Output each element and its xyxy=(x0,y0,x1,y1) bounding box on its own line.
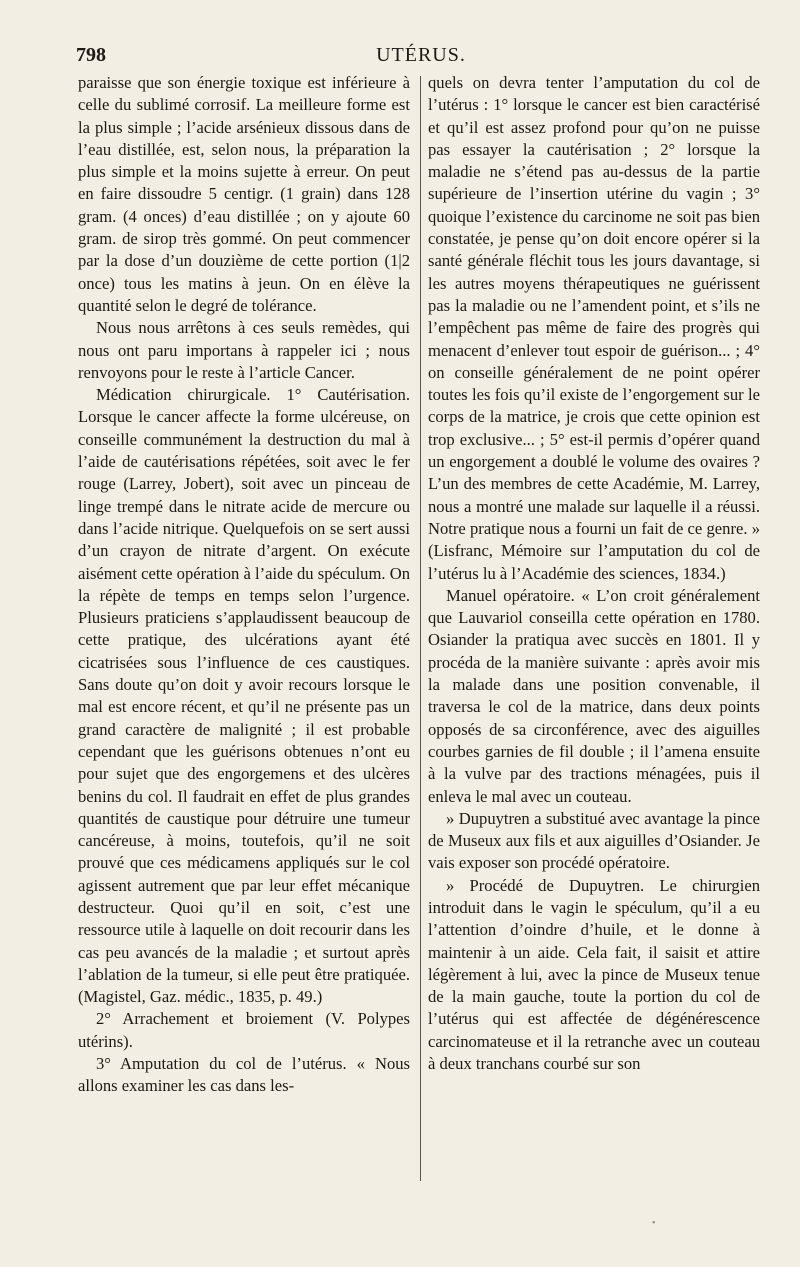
paragraph: 3° Amputation du col de l’utérus. « Nous allons examiner les cas dans les- xyxy=(78,1054,410,1096)
paragraph: » Dupuytren a substitué avec avantage la pince de Museux aux fils et aux aiguilles d’Osiander. Je vais exposer son procédé opératoire. xyxy=(428,808,760,873)
column-divider xyxy=(420,76,421,1181)
page-header xyxy=(76,44,766,72)
right-column xyxy=(428,72,760,1075)
left-column xyxy=(78,72,410,1098)
paragraph: paraisse que son énergie toxique est inférieure à celle du sublimé corrosif. La meilleure forme est la plus simple ; l’acide arsénieux dissous dans de l’eau distillée, est, selon nous, la préparation la plus simple et la moins sujette à erreur. On peut en faire dissoudre 5 centigr. (1 grain) dans 128 gram. (4 onces) d’eau distillée ; on y ajoute 60 gram. de sirop très gommé. On peut commencer par la dose d’un douzième de cette portion (1|2 once) tous les matins à jeun. On en élève la quantité selon le degré de tolérance. xyxy=(78,73,410,315)
paragraph: Médication chirurgicale. 1° Cautérisation. Lorsque le cancer affecte la forme ulcéreuse, on conseille communément la destruction du mal à l’aide de cautérisations répétées, soit avec le fer rouge (Larrey, Jobert), soit avec un pinceau de linge trempé dans le nitrate acide de mercure ou dans l’acide nitrique. Quelquefois on se sert aussi d’un crayon de nitrate d’argent. On exécute aisément cette opération à l’aide du spéculum. On la répète de temps en temps selon l’urgence. Plusieurs praticiens s’applaudissent beaucoup de cette pratique, des ulcérations ayant été cicatrisées sous l’influence de ces caustiques. Sans doute qu’on doit y avoir recours lorsque le mal est encore récent, et qu’il ne présente pas un grand caractère de malignité ; il est probable cependant que les guérisons obtenues n’ont eu pour sujet que des engorgemens et des ulcères benins du col. Il faudrait en effet de plus grandes quantités de caustique pour détruire une tumeur cancéreuse, à moins, toutefois, qu’il ne soit prouvé que ces médicamens appliqués sur le col agissent autrement que par leur effet mécanique destructeur. Quoi qu’il en soit, c’est une ressource utile à laquelle on doit recourir dans les cas peu avancés de la maladie ; et surtout après l’ablation de la tumeur, si elle peut être pratiquée. (Magistel, Gaz. médic., 1835, p. 49.) xyxy=(78,385,410,1007)
paragraph: 2° Arrachement et broiement (V. Polypes utérins). xyxy=(78,1009,410,1051)
page-number: 798 xyxy=(76,44,106,66)
paragraph: quels on devra tenter l’amputation du col de l’utérus : 1° lorsque le cancer est bien caractérisé et qu’il est assez profond pour qu’on ne puisse pas essayer la cautérisation ; 2° lorsque la maladie ne s’étend pas au-dessus de la partie supérieure de l’insertion utérine du vagin ; 3° quoique l’existence du carcinome ne soit pas bien constatée, je pense qu’on doit encore opérer si la santé générale fléchit tous les jours davantage, si les autres moyens thérapeutiques ne guérissent pas la maladie ou ne l’amendent point, et s’ils ne l’empêchent pas même de faire des progrès qui menacent d’enlever tout espoir de guérison... ; 4° on conseille généralement de ne point opérer toutes les fois qu’il existe de l’engorgement sur le corps de la matrice, je crois que cette opinion est trop exclusive... ; 5° est-il permis d’opérer quand un engorgement a doublé le volume des ovaires ? L’un des membres de cette Académie, M. Larrey, nous a montré une malade sur laquelle il a réussi. Notre pratique nous a fourni un fait de ce genre. » (Lisfranc, Mémoire sur l’amputation du col de l’utérus lu à l’Académie des sciences, 1834.) xyxy=(428,73,760,583)
paragraph: Manuel opératoire. « L’on croit généralement que Lauvariol conseilla cette opération en 1780. Osiander la pratiqua avec succès en 1801. Il y procéda de la manière suivante : après avoir mis la malade dans une position convenable, il traversa le col de la matrice, dans deux points opposés de sa circonférence, avec des aiguilles courbes garnies de fil double ; il l’amena ensuite à la vulve par des tractions ménagées, puis il enleva le mal avec un couteau. xyxy=(428,585,760,806)
paragraph: Nous nous arrêtons à ces seuls remèdes, qui nous ont paru importans à rappeler ici ; nous renvoyons pour le reste à l’article Cancer. xyxy=(78,318,410,382)
paragraph: » Procédé de Dupuytren. Le chirurgien introduit dans le vagin le spéculum, qu’il a eu l’attention d’oindre d’huile, et le donne à maintenir à un aide. Cela fait, il saisit et attire légèrement à lui, avec la pince de Museux tenue de la main gauche, toute la portion du col de l’utérus qui est affectée de dégénérescence carcinomateuse et il la retranche avec un couteau à deux tranchans courbé sur son xyxy=(428,875,760,1074)
ink-speck: • xyxy=(652,1218,656,1229)
running-title: UTÉRUS. xyxy=(376,44,466,66)
